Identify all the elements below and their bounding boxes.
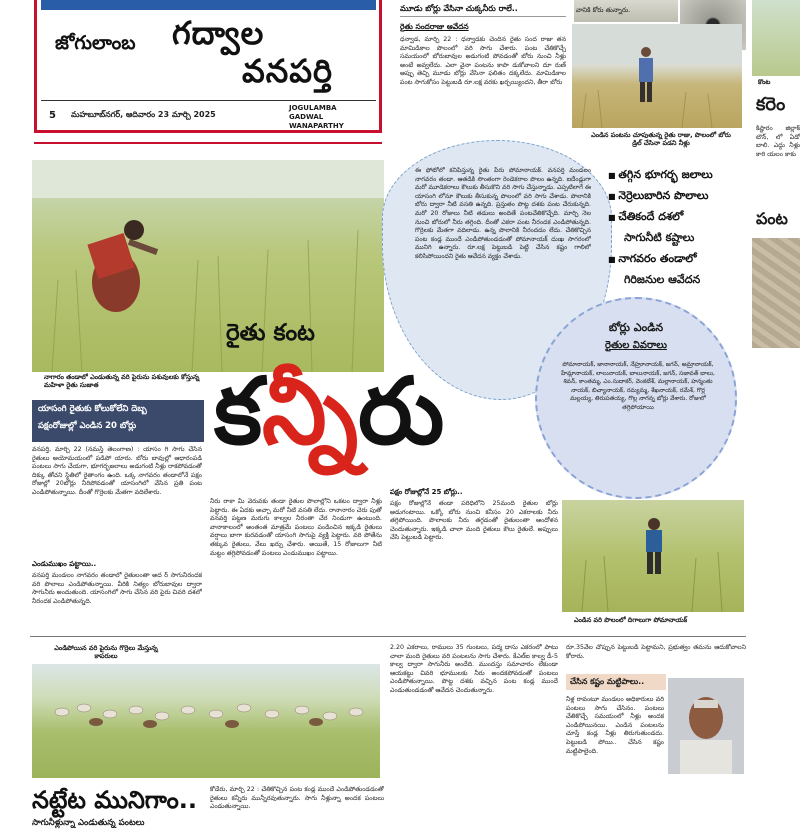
right-edge-column (752, 0, 800, 831)
sheep-photo (32, 664, 380, 778)
woman-farmer-figure (32, 160, 384, 372)
pomanayak-caption: ఎండిన వరి పొలంలో దిగాలుగా పోమానాయక్ (574, 616, 688, 624)
borewell-circle (535, 297, 737, 499)
headline-part-1: క (214, 358, 263, 465)
farmer-figure (572, 24, 742, 128)
elder-farmer-portrait (668, 678, 744, 774)
page-number: 5 (49, 110, 56, 121)
bottom-col-2: 2.20 ఎకరాలు, రాములు 35 గుంటలు, పద్మ దాసు ఎకరంలో పాటు చాలా మంది రైతులు వరి పంటలను సాగు చేశారు. కేఎల్‌ఐ కాల్వ డీ-5 కాల్వ ద్వారా సాగునీరు అందేది. ముందస్తు సమాచారం లేకుండా ఆయకట్టు చివరి భూములకు నీరు అందకపోవడంతో పంటలు ఎండిపోతున్నాయి. పొట్ట దశకు వచ్చిన పంట కండ్ల ముందే ఎండుతుండడంతో ఆవేదన చెందుతున్నారు. (390, 644, 558, 694)
right-mid-text: పక్షం రోజుల్లోనే తండా పరిధిలోని 25మంది రైతుల బోర్లు అడుగంటాయి. ఒక్కో బోరు నుంచి కనీసం 20 ఎకరాలకు నీరు తగ్గిపోయింది. పొలాలకు నీరు తగ్గడంతో రైతులంతా ఆందోళన చెందుతున్నారు. ఇక్కడి చాలా మంది రైతులు కౌలు రైతులే. అప్పులు చేసి పెట్టుబడి పెట్టారు. (390, 500, 558, 542)
bottom-col-1: కోడేరు, మార్చి 22 : చేతికొచ్చిన పంట కండ్ల ముందే ఎండిపోతుండడంతో రైతులు కన్నీరు మున్నీరవుతున్నారు. సాగు నీళ్లున్నా అందక పంటలు ఎండుతున్నాయి. (210, 786, 384, 811)
circle-text: పోమానాయక్, జానానాయక్, నేహ్రూనాయక్, జగన్, అమ్రానాయక్, హేమ్లానాయక్, లాలునాయక్, బాలునాయక్, జగన్, సజావత్ బాలు, శివన్, కాంతమ్మ, ఎం.సుదాకర్, వెంకటేశ్, మల్లానాయక్, హన్మంతు నాయక్, బిచ్యానాయక్, రమ్యమ్మ, శేఖనాయక్, రమేశ్, గొర్ల మల్లయ్య, తిరుపతయ్య, గొల్ల నాగన్న బోర్లు వేశారు. రోజులో తగ్గిపోయాయి (561, 361, 715, 411)
main-photo-caption: నాగారం తండాలో ఎండుతున్న వరి పైరును పశువులకు కోస్తున్న మహిళా రైతు సుజాత (44, 373, 200, 389)
sheep-herd (32, 664, 380, 778)
headline-part-2: న్నీ (262, 358, 358, 465)
sheep-photo-caption: ఎండిపోయిన వరి పైరును గొర్రెలు మేస్తున్న కాపరులు (54, 644, 158, 660)
right-edge-headline: కరెం (756, 94, 786, 115)
top-headline-2: రైతు సందరాజు ఆవేదన (400, 22, 469, 31)
left-bullet-box (32, 400, 204, 442)
elder-farmer-photo (668, 678, 744, 774)
pomanayak-photo (562, 500, 744, 612)
right-bullet-3b: సాగునీటి కష్టాలు (624, 231, 695, 244)
circle-title: బోర్లు ఎండిన (608, 321, 664, 334)
right-edge-headline-2: పంట (756, 209, 788, 228)
masthead-title-1: గద్వాల (172, 14, 265, 52)
left-bullet-1: యాసంగి రైతుకు కోలుకోలేని దెబ్బ (38, 404, 147, 414)
dateline: మహబూబ్‌నగర్, ఆదివారం 23 మార్చి 2025 (71, 110, 216, 119)
right-bullet-4b: గిరిజనుల ఆవేదన (624, 273, 701, 286)
farmer-photo-caption: ఎండిన పంటను చూపుతున్న రైతు రాజు, పొలంలో బోరు డ్రిల్ చేసినా పడని నీళ్లు (591, 131, 731, 147)
left-column-text-2: వనపర్తి మండలం నాగవరం తండాలో రైతులంతా అద ర్ సాగునీరందక వరి పొలాలు ఎండిపోతున్నాయి. వీరికి నిత్యం బోరుబావుల ద్వారా సాగునీరు అందుతుంది. యాసంగిలో సాగు చేసిన వరి పైరు చివరి దశలో నీరందక ఎండిపోతున్నది. (32, 572, 202, 605)
right-edge-tag: కొంట (758, 78, 771, 86)
masthead-blue-band (41, 0, 376, 10)
right-bullet-3: ■ చేతికందే దశలో (608, 210, 750, 226)
section-divider (30, 636, 746, 637)
quote-box (566, 674, 746, 830)
right-edge-text: కిష్టారం జిల్లాక్ టౌన్, లో ఏడో బాలి. ఎద్దు నీళ్లు కారి యలం కాకు (756, 125, 800, 158)
headline-main (214, 352, 444, 482)
story-bubble-text: ఈ ఫోటోలో కనిపిస్తున్న రైతు పేరు పోమానాయక్. వనపర్తి మండలం నాగవరం తండా. ఆతడికి సొంతంగా రెండెకరాల పొలం ఉన్నది. ఐదేండ్లుగా మరో మూడెకరాలు కౌలుకు తీసుకొని వరి సాగు చేస్తున్నాడు. ఎప్పటిలాగే ఈ యాసంగి లోనూ కౌలుకు తీసుకున్న పొలంలో వరి సాగు చేశాడు. పొలానికి బోరు ద్వారా నీటి వసతి ఉన్నది. ప్రస్తుతం పొట్ట దశకు పంట చేరుకున్నది. మరో 20 రోజులు నీటి తడులు అందితే పంటచేతికొచ్చేది. మార్చి నెల నుంచి బోరులో నీరు తగ్గింది. దీంతో ఎకరా పంట నీరందక ఎండిపోతున్నది. గొర్రెలకు మేతగా వదిలాడు. ఉన్న పొలానికి నీరందడం లేదు. చేతికొచ్చిన పంట కండ్ల ముందే ఎండిపోతుండడంతో పోమానాయక్ దుఃఖ సాగరంలో మునిగి ఉన్నారు. రూ.లక్ష పెట్టుబడి పెట్టి చేసిన కష్టం గాలిలో కలిసిపోయిందని రైతు ఆవేదన వ్యక్తం చేశాడు. (415, 167, 591, 260)
headline-kicker: రైతు కంట (226, 320, 315, 346)
left-column-text: వనపర్తి, మార్చి 22 (నమస్తే తెలంగాణ) : యాసం గి సాగు చేసిన రైతులు అయోమయంలో పడిపో యారు. బోరు బావుల్లో ఆధారంపడి పంటలు సాగు చేయగా, భూగర్భజలాలు అడుగంటి నీళ్లు రాకపోవడంతో దిక్కు తోచని స్థితిలో రైతాంగం ఉంది. ఒక్క నాగవరం తండాలోనే పక్షం రోజుల్లో 20బోర్లు నీరిపోవడంతో యాసంగిలో వేసిన ప్రతి పంట ఎండిపోతున్నాయి. దీంతో గొర్రెలకు మేతగా వదిలేశారు. (32, 446, 202, 496)
bottom-left-headline: నట్టేట మునిగాం.. (32, 786, 198, 814)
masthead-divider (41, 100, 376, 101)
circle-subtitle: రైతుల వివరాలు (605, 340, 667, 351)
masthead-title-prefix: జోగులాంబ (55, 32, 136, 54)
headline-part-3: రు (358, 358, 445, 465)
bottom-left-bullet: సాగునీళ్లున్నా ఎండుతున్న పంటలు (32, 818, 145, 828)
bottom-col-3: రూ.35వేల చొప్పున పెట్టుబడి పెట్టామని, ప్రభుత్వం తమను ఆదుకోవాలని కోరారు. (566, 644, 746, 660)
top-headline (400, 4, 570, 31)
quote-box-text: నీళ్ల రావంటూ మండలం అధికారులు వరి పంటలు సాగు చేసినం. పంటలు చేతికొచ్చే సమయంలో నీళ్లు అందక ఎండిపోయినయి. ఎండిన పంటలను చూస్తే కండ్ల నీళ్లు తిరుగుతుండదు. పెట్టుబడి పోయి.. చేసిన కష్టం మట్టిపాలైంది. (566, 696, 664, 755)
main-photo (32, 160, 384, 372)
right-bullet-1: ■ తగ్గిన భూగర్భ జలాలు (608, 168, 750, 184)
right-bullet-4: ■ నాగవరం తండాలో (608, 252, 750, 268)
masthead-rule (34, 142, 382, 144)
right-bullet-2: ■ నెర్రెలుబారిన పొలాలు (608, 189, 750, 205)
right-edge-photo (752, 0, 800, 76)
left-column-subhead: ఎండుముఖం పట్టాయి.. (32, 560, 97, 568)
masthead-box (34, 0, 382, 133)
farmer-photo (572, 24, 742, 128)
column-top-text: ధన్వాడ, మార్చి 22 : ధన్వాడకు చెందిన రైతు సంద రాజు తన మామిడికాల పొలంలో వరి సాగు చేశారు. పంట చేతికొచ్చే సమయంలో బోరుబావుల అడుగంటి పోవడంతో బోరు నుంచి నీళ్లు అంటే అవ్వలేదు. ఎలా వైనా పంటను కాపా డుకోవాలని దూ రుణ్ అప్పు తెచ్చి మూడు బోర్లు వేసినా ఫలితం దక్కలేదు. మామిడికాల పంట సాగుకోసం పెట్టుబడి రూ.లక్ష వరకు ఖర్చయ్యిందని, తీరా బోరు (400, 36, 566, 86)
masthead-title-2: వనపర్తి (242, 52, 333, 90)
right-edge-photo-2 (752, 238, 800, 348)
edition-name: JOGULAMBA GADWAL WANAPARTHY (289, 104, 344, 130)
left-bullet-2: పక్షంరోజుల్లో ఎండిన 20 బోర్లు (38, 421, 137, 431)
top-right-photo-caption: వానికి కోరు తున్నారు. (576, 6, 631, 14)
top-headline-1: మూడు బోర్లు వేసినా చుక్కనీరు రాలే.. (400, 4, 518, 13)
pomanayak-figure (562, 500, 744, 612)
right-bullet-list (608, 168, 750, 289)
quote-box-title: చేసిన కష్టం మట్టిపాలు.. (566, 674, 666, 690)
right-mid-subhead: పక్షం రోజుల్లోనే 25 బోర్లు.. (390, 488, 463, 496)
mid-column-text: నీరు రాకా మీ వెరువకు తండా రైతుల పొలాల్లోని ఒకటం ద్వారా నీళ్లు పెట్టారు. ఈ ఏదకు అచ్చా మరో నీటి వసతి లేదు. రానానారం చెరు పుతో వనవర్తి పట్టణ మరుగు కాల్వల నీరంతా చేర నిండుగా ఉంటుంది. వానాకాలంలో అంతంత మాత్రమే పంటలు పండించిన ఇక్కడి రైతులు వర్షాలు బాగా కురవడంతో యాసంగి సాగుపై వ్యక్తి పెట్టారు. వరి పోతేను తక్కువ రైతులు, వేలు ఖర్చు చేశారు. అయితే, 15 రోజులుగా నీటి మట్టం తగ్గిపోవడంతో పంటలు ఎండుముఖం పట్టాయి. (210, 498, 382, 557)
